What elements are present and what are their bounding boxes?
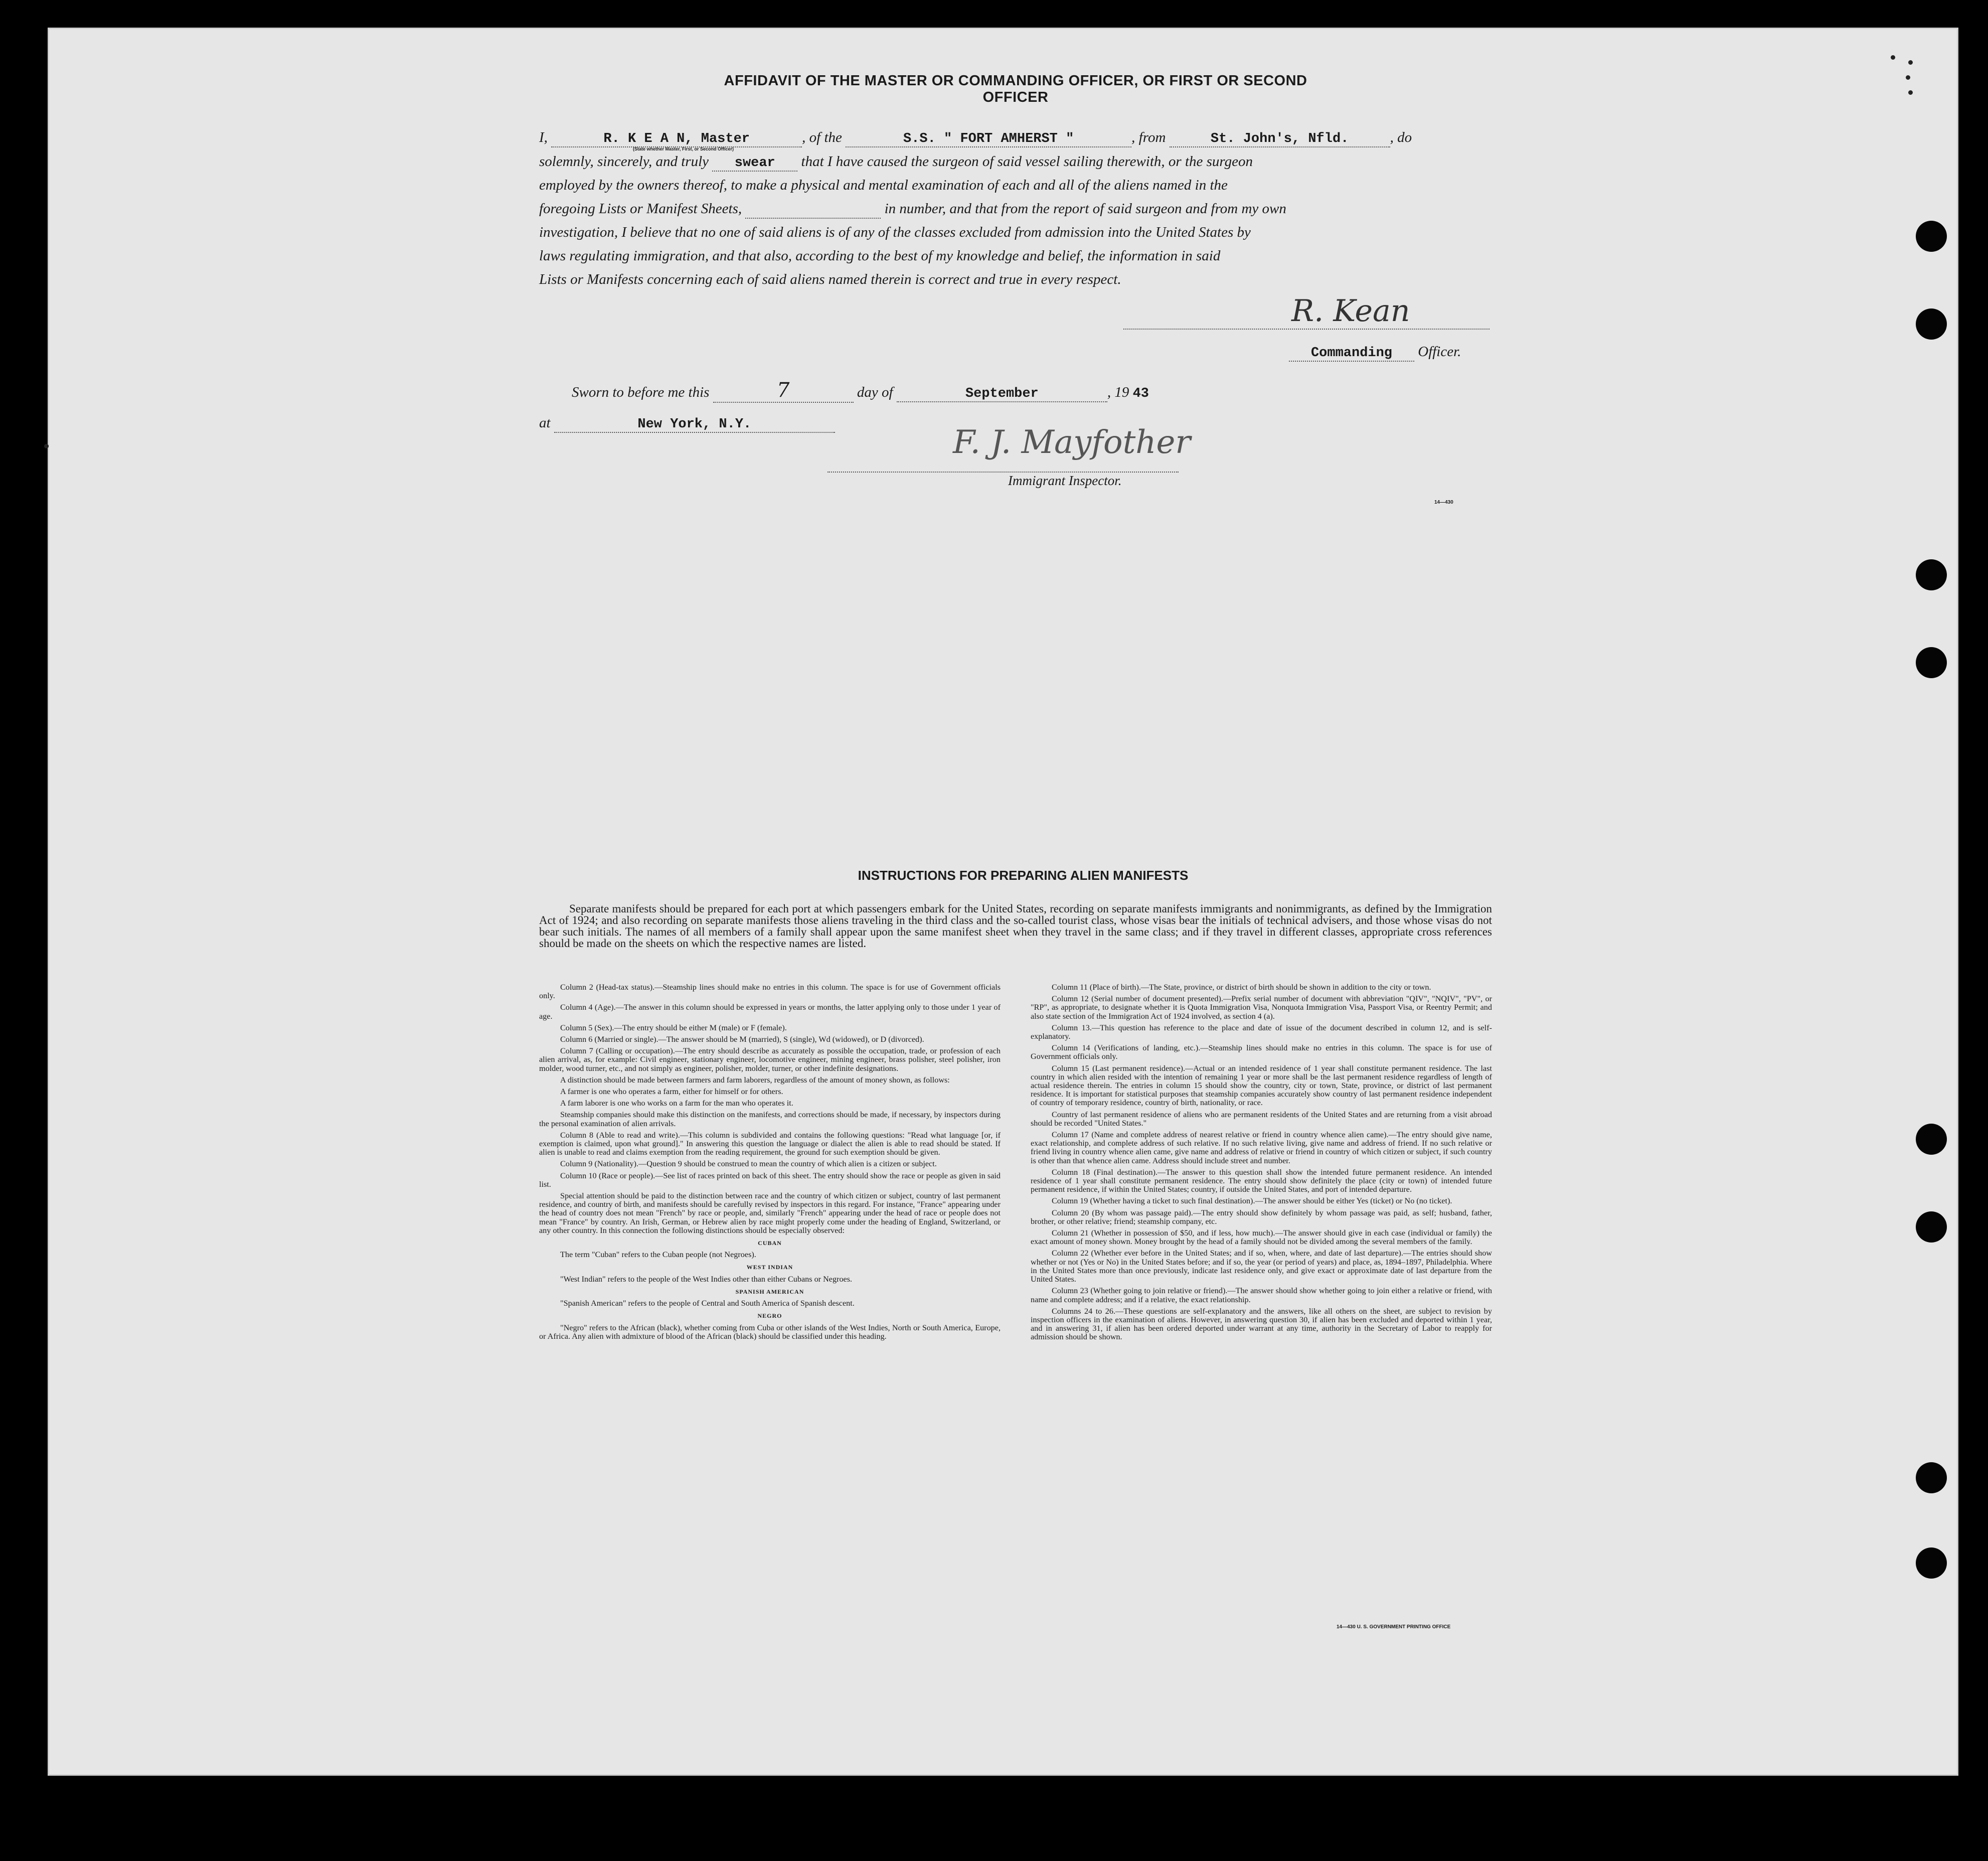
- affidavit-line-5: investigation, I believe that no one of said aliens is of any of the classes excluded from admission into the United States by: [539, 224, 1251, 240]
- left-paragraph: Column 5 (Sex).—The entry should be either M (male) or F (female).: [560, 1023, 787, 1032]
- inspector-signature-line: [827, 472, 1179, 473]
- binder-hole: [1916, 1211, 1947, 1243]
- body-3b: in number, and that from the report of said surgeon and from my own: [884, 201, 1286, 217]
- right-paragraph: Column 19 (Whether having a ticket to such final destination).—The answer should be either Yes (ticket) or No (no ticket).: [1052, 1196, 1452, 1206]
- right-paragraph: Column 17 (Name and complete address of nearest relative or friend in country whence alien came).—The entry should give name, exact relationship, and complete address of such relative. If no such relative living, give name and address of friend. If no such relative or friend living in country whence alien came, give name and address of relative or friend in country of which citizen or subject, if such country is other than that whence alien came. Address should include street and number.: [1031, 1130, 1492, 1165]
- left-paragraph: Column 2 (Head-tax status).—Steamship lines should make no entries in this column. The space is for use of Government officials only.: [539, 983, 1001, 1001]
- speck: [1891, 55, 1895, 60]
- sworn-label: Sworn to before me this: [572, 384, 710, 400]
- right-paragraph: Column 13.—This question has reference to the place and date of issue of the document described in column 12, and is self-explanatory.: [1031, 1023, 1492, 1041]
- binder-hole: [1916, 559, 1947, 590]
- right-paragraph: Country of last permanent residence of aliens who are permanent residents of the United States and are returning from a visit abroad should be recorded "United States.": [1031, 1110, 1492, 1128]
- right-paragraph: Column 20 (By whom was passage paid).—The entry should show definitely by whom passage was paid, as self; husband, father, brother, or other relative; friend; steamship company, etc.: [1031, 1208, 1492, 1226]
- day-field: 7: [713, 379, 854, 403]
- binder-hole: [1916, 1547, 1947, 1579]
- left-paragraph: Column 6 (Married or single).—The answer should be M (married), S (single), Wd (widowed), or D (divorced).: [560, 1035, 924, 1044]
- speck: [44, 444, 49, 448]
- officer-label: Officer.: [1418, 344, 1461, 360]
- sworn-line: [572, 379, 1149, 403]
- right-paragraph: Columns 24 to 26.—These questions are self-explanatory and the answers, like all others on the sheet, are subject to revision by inspection officers in the examination of aliens. However, in answering question 30, if alien has been excluded and deported within 1 year, and in answering 31, if alien has been ordered deported under warrant at any time, authority in the Secretary of Labor to reapply for admission should be shown.: [1031, 1306, 1492, 1342]
- at-label: at: [539, 415, 551, 431]
- from-label: , from: [1131, 129, 1166, 145]
- left-paragraph: Special attention should be paid to the distinction between race and the country of which citizen or subject, country of last permanent residence, and country of birth, and manifests should be carefully revised by inspectors in this regard. For instance, "France" appearing under the head of country does not mean "French" by race or people, and, similarly "French" appearing under the head of race or people does not mean "France" by country. An Irish, German, or Hebrew alien by race might properly come under the heading of England, Switzerland, or any other country. In this connection the following distinctions should be especially observed:: [539, 1191, 1001, 1235]
- affidavit-line-7: Lists or Manifests concerning each of said aliens named therein is correct and true in every respect.: [539, 271, 1121, 287]
- right-paragraph: Column 22 (Whether ever before in the United States; and if so, when, where, and date of last departure).—The entries should show whether or not (Yes or No) in the United States before; and if so, the year (or period of years) and place, as, 1894–1897, Philadelphia. Where in the United States more than once previously, indicate last residence only, and give exact or approximate date of last departure from the United States.: [1031, 1249, 1492, 1284]
- oath-field: swear: [712, 156, 797, 172]
- spanish-american-heading: SPANISH AMERICAN: [735, 1288, 804, 1295]
- right-paragraph: Column 18 (Final destination).—The answer to this question shall show the intended future permanent residence. An intended residence of 1 year shall constitute permanent residence. The entry should show definitely the place (city or town) of intended future permanent residence, if within the United States; country, if outside the United States, and port of intended departure.: [1031, 1167, 1492, 1194]
- right-paragraph: Column 11 (Place of birth).—The State, province, or district of birth should be shown in addition to the city or town.: [1052, 983, 1431, 992]
- cuban-text: The term "Cuban" refers to the Cuban people (not Negroes).: [560, 1250, 756, 1260]
- instructions-intro: Separate manifests should be prepared for each port at which passengers embark for the United States, recording on separate manifests immigrants and nonimmigrants, as defined by the Immigration Act of 1924; and also recording on separate manifests those aliens traveling in the third class and the so-called tourist class, whose visas bear the initials of technical advisers, and those whose visas do not bear such initials. The names of all members of a family shall appear upon the same manifest sheet when they travel in the same class; and if they travel in different classes, appropriate cross references should be made on the sheets on which the respective names are listed.: [539, 902, 1492, 950]
- manifest-page: [48, 28, 1958, 1776]
- binder-hole: [1916, 647, 1947, 678]
- form-number: 14—430: [1434, 500, 1453, 505]
- spanish-american-text: "Spanish American" refers to the people of Central and South America of Spanish descent.: [560, 1299, 855, 1308]
- inspector-label: Immigrant Inspector.: [1008, 473, 1122, 488]
- master-signature: R. Kean: [1291, 293, 1410, 329]
- affidavit-line-6: laws regulating immigration, and that also, according to the best of my knowledge and belief, the information in said: [539, 248, 1221, 264]
- speck: [1908, 60, 1913, 65]
- binder-hole: [1916, 308, 1947, 340]
- right-paragraph: Column 14 (Verifications of landing, etc.).—Steamship lines should make no entries in this column. The space is for use of Government officials only.: [1031, 1043, 1492, 1061]
- day-of-label: day of: [857, 384, 893, 400]
- binder-hole: [1916, 221, 1947, 252]
- left-paragraph: Column 7 (Calling or occupation).—The entry should describe as accurately as possible the occupation, trade, or profession of each alien arrival, as, for example: Civil engineer, stationary engineer, locomotive engineer, mining engineer, brass polisher, steel polisher, iron molder, wood turner, etc., and not simply as engineer, polisher, molder, turner, or other indefinite designations.: [539, 1046, 1001, 1073]
- affidavit-line-1: [539, 129, 1412, 147]
- left-paragraph: Column 10 (Race or people).—See list of races printed on back of this sheet. The entry should show the race or people as given in said list.: [539, 1171, 1001, 1189]
- officer-name-field: R. K E A N, Master: [551, 131, 802, 147]
- place-line: [539, 415, 835, 433]
- affidavit-line-3: employed by the owners thereof, to make a physical and mental examination of each and all of the aliens named in the: [539, 177, 1228, 193]
- do-label: , do: [1390, 129, 1412, 145]
- instructions-right-column: [1031, 983, 1492, 1345]
- master-signature-line: [1123, 329, 1489, 330]
- port-field: St. John's, Nfld.: [1170, 131, 1390, 147]
- left-paragraph: A farmer is one who operates a farm, either for himself or for others.: [560, 1087, 783, 1097]
- number-of-sheets-field: [745, 203, 881, 219]
- west-indian-text: "West Indian" refers to the people of the West Indies other than either Cubans or Negroes.: [560, 1274, 853, 1284]
- right-paragraph: Column 12 (Serial number of document presented).—Prefix serial number of document with abbreviation "QIV", "NQIV", "PV", or "RP", as appropriate, to designate whether it is Quota Immigration Visa, Nonquota Immigration Visa, Passport Visa, or Reentry Permit; and also state section of the Immigration Act of 1924 involved, as section 4 (a).: [1031, 994, 1492, 1021]
- affidavit-line-4: [539, 201, 1286, 219]
- printing-office-footer: 14—430 U. S. GOVERNMENT PRINTING OFFICE: [1337, 1624, 1451, 1630]
- place-field: New York, N.Y.: [554, 417, 835, 433]
- solemnly-label: solemnly, sincerely, and truly: [539, 153, 709, 170]
- left-paragraph: Column 9 (Nationality).—Question 9 should be construed to mean the country of which alien is a citizen or subject.: [560, 1159, 937, 1169]
- left-paragraph: A distinction should be made between farmers and farm laborers, regardless of the amount of money shown, as follows:: [560, 1075, 950, 1084]
- right-paragraph: Column 15 (Last permanent residence).—Actual or an intended residence of 1 year shall constitute permanent residence. The last country in which alien resided with the intention of remaining 1 year or more shall be the last permanent residence regardless of length of actual residence therein. The entries in column 15 should show the country, city or town, State, province, or district of last permanent residence. It is important for statistical purposes that steamship companies accurately show country of last permanent residence independent of country of temporary residence, country of birth, nationality, or race.: [1031, 1063, 1492, 1108]
- of-the-label: , of the: [802, 129, 842, 145]
- body-1: that I have caused the surgeon of said vessel sailing therewith, or the surgeon: [801, 153, 1253, 170]
- year-field: 43: [1132, 386, 1149, 401]
- year-prefix: , 19: [1107, 384, 1129, 400]
- left-paragraph: A farm laborer is one who works on a farm for the man who operates it.: [560, 1099, 793, 1108]
- cuban-heading: CUBAN: [758, 1239, 782, 1247]
- i-label: I,: [539, 129, 548, 145]
- west-indian-heading: WEST INDIAN: [746, 1264, 793, 1271]
- right-paragraph: Column 21 (Whether in possession of $50, and if less, how much).—The answer should give in each case (individual or family) the exact amount of money shown. Money brought by the head of a family should not be divided among the several members of the family.: [1031, 1228, 1492, 1247]
- month-field: September: [897, 386, 1107, 402]
- inspector-signature: F. J. Mayfother: [953, 424, 1191, 461]
- affidavit-line-2: [539, 153, 1253, 172]
- left-paragraph: Column 8 (Able to read and write).—This column is subdivided and contains the following questions: "Read what language [or, if exemption is claimed, upon what ground]." In answering this question the language or dialect the alien is able to read should be stated. If alien is unable to read and claims exemption from the reading requirement, the ground for such exemption should be given.: [539, 1130, 1001, 1157]
- negro-text: "Negro" refers to the African (black), whether coming from Cuba or other islands of the West Indies, North or South America, Europe, or Africa. Any alien with admixture of blood of the African (black) should be classified under this heading.: [539, 1323, 1001, 1341]
- affidavit-title: AFFIDAVIT OF THE MASTER OR COMMANDING OFFICER, OR FIRST OR SECOND OFFICER: [724, 73, 1307, 105]
- negro-heading: NEGRO: [757, 1312, 782, 1320]
- right-paragraph: Column 23 (Whether going to join relative or friend).—The answer should show whether going to join either a relative or friend, with name and complete address; and if a relative, the exact relationship.: [1031, 1286, 1492, 1304]
- binder-hole: [1916, 1124, 1947, 1155]
- instructions-left-column: [539, 983, 1001, 1344]
- ship-name-field: S.S. " FORT AMHERST ": [846, 131, 1131, 147]
- instructions-title: INSTRUCTIONS FOR PREPARING ALIEN MANIFESTS: [858, 868, 1189, 883]
- left-paragraph: Column 4 (Age).—The answer in this column should be expressed in years or months, the latter applying only to those under 1 year of age.: [539, 1003, 1001, 1021]
- binder-hole: [1916, 1462, 1947, 1493]
- commanding-field: Commanding: [1289, 346, 1414, 362]
- speck: [1906, 75, 1910, 80]
- commanding-officer-label: [1289, 344, 1461, 362]
- left-paragraph: Steamship companies should make this distinction on the manifests, and corrections should be made, if necessary, by inspectors during the personal examination of alien arrivals.: [539, 1110, 1001, 1128]
- speck: [1908, 90, 1913, 95]
- rank-note: (State whether Master, First, or Second Officer): [633, 146, 734, 151]
- body-3a: foregoing Lists or Manifest Sheets,: [539, 201, 742, 217]
